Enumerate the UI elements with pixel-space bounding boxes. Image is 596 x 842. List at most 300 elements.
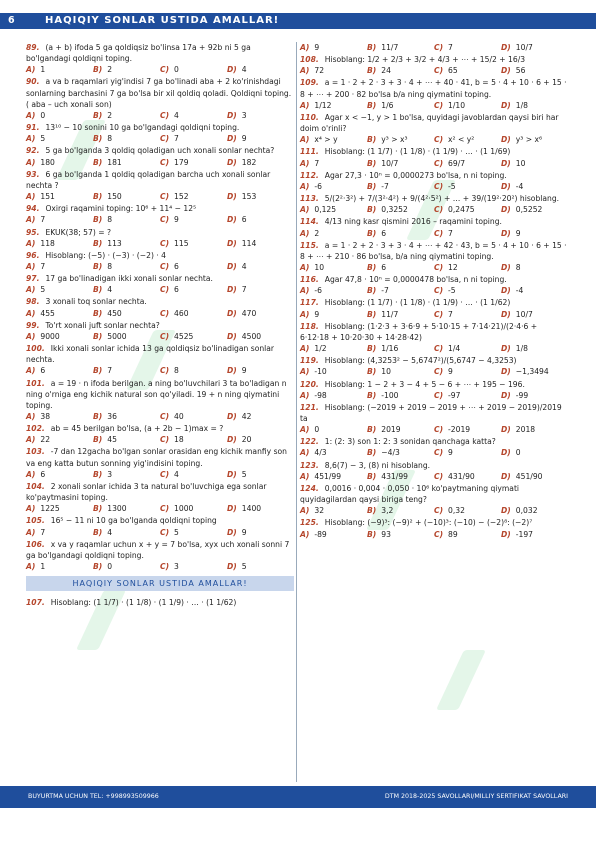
option-value: 3,2: [381, 506, 394, 516]
option-value: 7: [448, 228, 453, 238]
option-value: 1/12: [314, 100, 332, 110]
question-text: [26, 296, 294, 307]
answer-option: [227, 469, 294, 480]
option-letter: C): [434, 135, 444, 145]
option-letter: D): [227, 562, 237, 572]
answer-options: [300, 262, 568, 273]
option-value: 69/7: [448, 158, 466, 168]
option-letter: D): [501, 425, 511, 435]
question-body: 6 ga bo'lganda 1 qoldiq qoladigan barcha uch xonali sonlar nechta ?: [26, 169, 271, 190]
option-value: 3: [107, 469, 113, 479]
answer-option: [434, 424, 501, 435]
question-text: [300, 321, 568, 343]
answer-option: [434, 366, 501, 377]
option-letter: A): [300, 205, 310, 215]
option-value: y³ > x⁶: [515, 135, 543, 145]
option-letter: C): [160, 192, 170, 202]
option-letter: C): [434, 309, 444, 319]
option-value: 9: [314, 309, 320, 319]
answer-option: [93, 331, 160, 342]
option-letter: B): [93, 192, 103, 202]
question-text: [26, 273, 294, 284]
option-value: 181: [107, 157, 122, 167]
answer-option: [434, 471, 501, 482]
option-letter: B): [367, 344, 377, 354]
option-value: 450: [107, 308, 122, 318]
answer-option: [501, 204, 568, 215]
answer-option: [93, 191, 160, 202]
option-value: 114: [241, 238, 257, 248]
option-letter: A): [300, 390, 310, 400]
question-text: [26, 42, 294, 64]
option-letter: D): [227, 285, 237, 295]
option-value: 7: [40, 261, 46, 271]
option-letter: A): [300, 309, 310, 319]
answer-option: [227, 411, 294, 422]
answer-option: [160, 503, 227, 514]
option-value: −1,3494: [515, 367, 549, 377]
option-letter: A): [300, 506, 310, 516]
option-value: 40: [174, 412, 184, 421]
option-value: 1000: [174, 504, 194, 514]
answer-option: [501, 181, 568, 192]
answer-option: [26, 261, 93, 272]
answer-option: [300, 158, 367, 169]
option-letter: B): [367, 43, 377, 52]
option-value: 0: [174, 65, 179, 75]
answer-option: [26, 308, 93, 319]
question-body: 5/(2²·3²) + 7/(3²·4²) + 9/(4²·5²) + … + 39/(19²·20²) hisoblang.: [324, 194, 560, 204]
question-text: [26, 597, 294, 608]
question-text: [300, 216, 568, 227]
question-number: 125.: [300, 518, 319, 528]
answer-option: [434, 134, 501, 145]
column-divider: [296, 42, 297, 782]
option-value: -197: [515, 529, 534, 539]
answer-options: [300, 228, 568, 239]
option-letter: A): [26, 157, 36, 167]
answer-option: [160, 191, 227, 202]
option-value: 180: [40, 157, 55, 167]
option-letter: D): [501, 448, 511, 458]
option-letter: B): [367, 66, 377, 76]
answer-option: [300, 343, 367, 354]
answer-option: [434, 505, 501, 516]
question-body: Hisoblang: (1 1/7) · (1 1/8) · (1 1/9) · … · (1 1/62): [324, 298, 511, 308]
answer-options: [300, 158, 568, 169]
question-number: 95.: [26, 227, 40, 237]
option-value: 4500: [241, 331, 262, 341]
option-letter: B): [93, 261, 103, 271]
option-letter: B): [93, 134, 103, 144]
answer-option: [160, 214, 227, 225]
option-letter: D): [227, 192, 237, 202]
option-value: 9: [314, 43, 320, 52]
option-letter: A): [26, 215, 36, 225]
option-letter: D): [501, 228, 511, 238]
option-letter: B): [367, 425, 377, 435]
answer-options: [300, 366, 568, 377]
option-value: 11/7: [381, 43, 399, 52]
option-letter: D): [501, 181, 511, 191]
answer-option: [367, 262, 434, 273]
option-letter: A): [26, 65, 36, 75]
answer-options: [26, 157, 294, 168]
option-letter: C): [434, 471, 444, 481]
question-text: [26, 539, 294, 561]
option-value: 18: [174, 435, 184, 445]
option-letter: B): [367, 228, 377, 238]
option-letter: A): [300, 158, 310, 168]
question-body: EKUK(38; 57) = ?: [45, 227, 112, 237]
question-number: 117.: [300, 298, 319, 308]
option-letter: A): [300, 448, 310, 458]
question-number: 98.: [26, 297, 40, 307]
answer-option: [26, 157, 93, 168]
option-value: 8: [174, 366, 179, 376]
question-text: [300, 483, 568, 505]
option-value: 93: [381, 529, 391, 539]
answer-options: [300, 42, 568, 53]
left-column: [26, 42, 294, 609]
option-value: 7: [448, 43, 453, 52]
option-value: 9: [448, 448, 453, 458]
answer-option: [227, 434, 294, 445]
answer-option: [300, 366, 367, 377]
option-value: 65: [448, 66, 458, 76]
option-value: 6: [381, 262, 387, 272]
question-body: Oxirgi raqamini toping: 10⁶ + 11⁴ − 12⁵: [45, 204, 197, 214]
answer-option: [434, 100, 501, 111]
question-body: Hisoblang: (1 1/7) · (1 1/8) · (1 1/9) · … · (1 1/62): [50, 598, 237, 608]
answer-options: [26, 434, 294, 445]
question-body: 17 ga bo'linadigan ikki xonali sonlar nechta.: [45, 274, 213, 284]
option-letter: D): [227, 65, 237, 75]
option-letter: C): [434, 344, 444, 354]
option-value: 1400: [241, 504, 262, 514]
answer-option: [227, 64, 294, 75]
option-value: 36: [107, 412, 117, 421]
answer-option: [501, 529, 568, 540]
option-value: 1/8: [515, 100, 529, 110]
answer-option: [160, 434, 227, 445]
answer-option: [300, 529, 367, 540]
option-value: 4: [107, 285, 113, 295]
option-letter: B): [93, 527, 103, 537]
question-body: Hisoblang: 1 − 2 + 3 − 4 + 5 − 6 + ⋯ + 195 − 196.: [324, 379, 525, 389]
option-value: 7: [448, 309, 453, 319]
answer-option: [227, 157, 294, 168]
answer-option: [367, 309, 434, 320]
question-text: [26, 320, 294, 331]
option-value: 1/16: [381, 344, 399, 354]
option-letter: C): [160, 366, 170, 376]
option-value: 5: [174, 527, 179, 537]
answer-option: [160, 64, 227, 75]
option-letter: D): [227, 238, 237, 248]
option-value: 72: [314, 66, 325, 76]
answer-options: [300, 65, 568, 76]
option-value: 7: [40, 527, 46, 537]
option-value: 5: [241, 469, 247, 479]
question-body: Agar x < −1, y > 1 bo'lsa, quyidagi javoblardan qaysi biri har doim o'rinli?: [300, 112, 559, 134]
option-value: 0,5252: [515, 205, 543, 215]
question-number: 104.: [26, 481, 45, 491]
question-body: -7 dan 12gacha bo'lgan sonlar orasidan eng kichik manfiy son va eng katta butun sonning yig'indisini toping.: [26, 447, 287, 468]
question-body: a = 1 · 2 + 2 · 3 + 3 · 4 + ⋯ + 42 · 43, b = 5 · 4 + 10 · 6 + 15 · 8 + ⋯ + 210 · 86 bo'lsa, b/a ning qiymatini toping.: [300, 240, 567, 261]
option-value: y³ > x³: [381, 135, 408, 145]
answer-option: [26, 469, 93, 480]
answer-options: [26, 261, 294, 272]
question-text: [26, 423, 294, 434]
answer-options: [26, 308, 294, 319]
option-value: 10: [515, 158, 526, 168]
question-body: ab = 45 berilgan bo'lsa, (a + 2b − 1)max = ?: [50, 424, 224, 434]
option-value: x⁴ > y: [314, 135, 338, 145]
option-letter: A): [26, 192, 36, 202]
answer-option: [367, 42, 434, 53]
option-letter: C): [434, 100, 444, 110]
page-title: HAQIQIY SONLAR USTIDA AMALLAR!: [45, 15, 280, 26]
answer-option: [434, 65, 501, 76]
option-letter: D): [227, 435, 237, 445]
question-text: [300, 240, 568, 262]
page-number: 6: [8, 15, 15, 26]
answer-option: [227, 214, 294, 225]
question-text: [26, 343, 294, 365]
question-text: [300, 460, 568, 471]
answer-options: [300, 285, 568, 296]
answer-option: [434, 309, 501, 320]
option-letter: A): [26, 504, 36, 514]
option-value: -5: [448, 181, 456, 191]
answer-option: [367, 228, 434, 239]
option-letter: B): [93, 366, 103, 376]
answer-option: [227, 331, 294, 342]
option-letter: A): [26, 308, 36, 318]
option-value: 4/3: [314, 448, 327, 458]
answer-option: [227, 238, 294, 249]
question-number: 102.: [26, 424, 45, 434]
answer-option: [501, 158, 568, 169]
question-text: [26, 122, 294, 133]
option-letter: A): [26, 527, 36, 537]
option-letter: C): [434, 286, 444, 296]
option-letter: C): [160, 469, 170, 479]
option-value: 89: [448, 529, 458, 539]
answer-option: [26, 133, 93, 144]
option-letter: C): [160, 412, 170, 421]
option-letter: C): [434, 228, 444, 238]
answer-options: [26, 110, 294, 121]
option-value: 470: [241, 308, 257, 318]
question-text: [300, 112, 568, 134]
option-letter: D): [501, 344, 511, 354]
option-value: 152: [174, 192, 189, 202]
option-value: -2019: [448, 425, 471, 435]
question-text: [300, 274, 568, 285]
option-value: 4: [107, 527, 113, 537]
answer-option: [160, 110, 227, 121]
option-value: 10/7: [515, 43, 533, 52]
option-value: -6: [314, 286, 322, 296]
answer-option: [367, 343, 434, 354]
question-text: [300, 402, 568, 424]
answer-option: [160, 238, 227, 249]
answer-option: [160, 365, 227, 376]
option-letter: D): [227, 366, 237, 376]
option-letter: D): [501, 309, 511, 319]
option-letter: C): [160, 261, 170, 271]
option-value: 9: [241, 134, 247, 144]
question-text: [300, 54, 568, 65]
question-text: [300, 355, 568, 366]
option-value: 460: [174, 308, 189, 318]
question-text: [26, 378, 294, 411]
option-value: 179: [174, 157, 189, 167]
answer-option: [367, 65, 434, 76]
option-value: 10: [381, 367, 391, 377]
answer-option: [93, 365, 160, 376]
question-text: [300, 436, 568, 447]
question-text: [26, 481, 294, 503]
answer-option: [501, 134, 568, 145]
option-letter: C): [434, 367, 444, 377]
option-letter: D): [501, 471, 511, 481]
answer-option: [367, 529, 434, 540]
answer-options: [26, 133, 294, 144]
question-text: [26, 250, 294, 261]
option-letter: C): [160, 110, 170, 120]
answer-option: [227, 261, 294, 272]
option-value: -6: [314, 181, 322, 191]
question-number: 121.: [300, 402, 319, 412]
answer-option: [26, 561, 93, 572]
question-body: Hisoblang: (−5) · (−3) · (−2) · 4: [45, 250, 166, 260]
question-body: Hisoblang: 1/2 + 2/3 + 3/2 + 4/3 + ⋯ + 15/2 + 16/3: [324, 55, 526, 65]
answer-option: [367, 181, 434, 192]
answer-option: [93, 214, 160, 225]
option-letter: A): [300, 471, 310, 481]
question-body: 5 ga bo'lganda 3 qoldiq qoladigan uch xonali sonlar nechta?: [45, 146, 275, 156]
option-letter: B): [93, 285, 103, 295]
option-letter: C): [160, 238, 170, 248]
option-value: 1/2: [314, 344, 327, 354]
option-letter: A): [300, 286, 310, 296]
option-value: 32: [314, 506, 325, 516]
option-letter: C): [160, 308, 170, 318]
question-body: 2 xonali sonlar ichida 3 ta natural bo'luvchiga ega sonlar ko'paytmasini toping.: [26, 481, 267, 503]
option-letter: D): [227, 331, 237, 341]
option-value: 0,125: [314, 205, 337, 215]
answer-option: [300, 134, 367, 145]
option-letter: D): [227, 412, 237, 421]
answer-option: [501, 228, 568, 239]
answer-option: [26, 365, 93, 376]
question-number: 100.: [26, 344, 45, 354]
option-value: 42: [241, 412, 252, 421]
option-value: -7: [381, 181, 389, 191]
option-value: 5: [40, 134, 46, 144]
option-value: 0,3252: [381, 205, 408, 215]
question-text: [26, 446, 294, 468]
option-letter: A): [300, 100, 310, 110]
answer-option: [434, 42, 501, 53]
option-letter: A): [26, 366, 36, 376]
option-letter: D): [227, 157, 237, 167]
answer-option: [93, 434, 160, 445]
answer-option: [26, 64, 93, 75]
option-letter: C): [160, 65, 170, 75]
option-letter: B): [93, 110, 103, 120]
option-letter: B): [93, 308, 103, 318]
option-value: 153: [241, 192, 257, 202]
option-value: 150: [107, 192, 122, 202]
answer-option: [300, 181, 367, 192]
option-value: -98: [314, 390, 327, 400]
option-value: 0,2475: [448, 205, 475, 215]
answer-option: [300, 447, 367, 458]
option-value: 6: [174, 261, 179, 271]
answer-option: [367, 158, 434, 169]
option-letter: B): [367, 135, 377, 145]
question-text: [300, 77, 568, 99]
option-value: 0,032: [515, 506, 538, 516]
option-value: 38: [40, 412, 51, 421]
answer-option: [300, 65, 367, 76]
question-number: 101.: [26, 378, 45, 388]
option-value: -99: [515, 390, 529, 400]
option-value: 5: [40, 285, 46, 295]
answer-option: [434, 181, 501, 192]
question-number: 110.: [300, 112, 319, 122]
option-value: 4525: [174, 331, 194, 341]
option-letter: C): [160, 527, 170, 537]
option-letter: C): [160, 285, 170, 295]
answer-options: [26, 365, 294, 376]
option-letter: B): [93, 412, 103, 421]
option-letter: C): [160, 504, 170, 514]
option-letter: C): [434, 66, 444, 76]
question-number: 94.: [26, 204, 40, 214]
question-body: Hisoblang: (4,3253² − 5,6747²)/(5,6747 − 4,3253): [324, 356, 517, 366]
option-letter: C): [434, 425, 444, 435]
answer-option: [160, 527, 227, 538]
option-value: 115: [174, 238, 189, 248]
option-value: 7: [174, 134, 179, 144]
option-value: 3: [174, 562, 179, 572]
answer-option: [26, 331, 93, 342]
option-letter: D): [501, 286, 511, 296]
question-body: 1: (2: 3) son 1: 2: 3 sonidan qanchaga katta?: [324, 437, 496, 447]
question-body: a = 19 · n ifoda berilgan. a ning bo'luvchilari 3 ta bo'ladigan n ning o'rniga eng kichik natural son qo'yiladi. 19 + n ning qiymatini toping.: [26, 378, 287, 410]
option-letter: B): [367, 367, 377, 377]
option-value: 7: [314, 158, 320, 168]
option-letter: C): [434, 205, 444, 215]
option-letter: D): [501, 390, 511, 400]
answer-option: [300, 285, 367, 296]
question-number: 105.: [26, 516, 45, 526]
option-letter: C): [434, 158, 444, 168]
answer-options: [300, 424, 568, 435]
option-value: 1/8: [515, 344, 529, 354]
question-body: Ikki xonali sonlar ichida 13 ga qoldiqsiz bo'linadigan sonlar nechta.: [26, 344, 275, 365]
answer-option: [160, 308, 227, 319]
option-letter: C): [160, 215, 170, 225]
option-value: 45: [107, 435, 117, 445]
option-value: 0: [107, 562, 113, 572]
option-value: 8: [107, 134, 113, 144]
